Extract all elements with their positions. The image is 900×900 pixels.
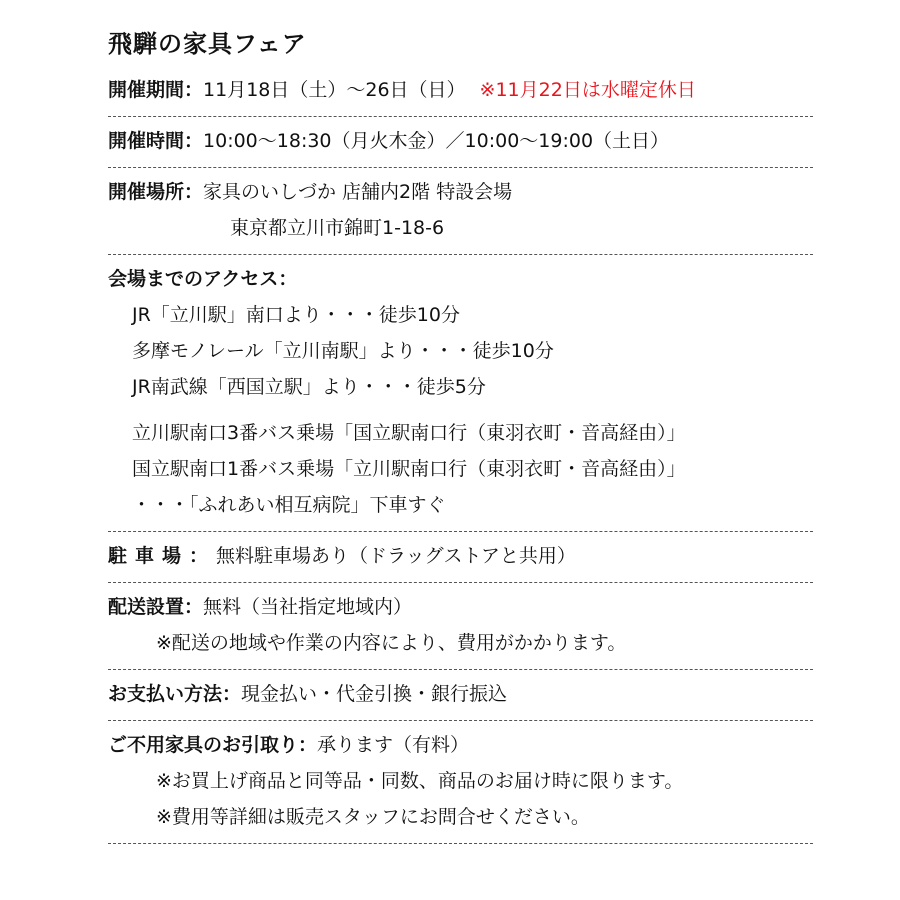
section-parking	[108, 532, 813, 583]
section-access	[108, 255, 813, 532]
pickup-label: ご不用家具のお引取り：	[108, 734, 318, 756]
flyer-document	[108, 22, 813, 844]
period-value: 11月18日（土）～26日（日）	[203, 79, 466, 101]
section-pickup	[108, 721, 813, 844]
section-hours	[108, 117, 813, 168]
section-venue	[108, 168, 813, 255]
delivery-label: 配送設置：	[108, 596, 204, 618]
pickup-note: ※費用等詳細は販売スタッフにお問合せください。	[156, 806, 590, 828]
venue-label: 開催場所：	[108, 181, 204, 203]
access-label: 会場までのアクセス：	[108, 268, 298, 290]
hours-label: 開催時間：	[108, 130, 204, 152]
venue-name: 家具のいしづか 店舗内2階 特設会場	[203, 181, 513, 203]
parking-label: 駐車場：	[108, 545, 217, 567]
payment-label: お支払い方法：	[108, 683, 242, 705]
section-period	[108, 66, 813, 117]
access-bus-item: ・・・「ふれあい相互病院」下車すぐ	[132, 494, 446, 516]
access-bus-item: 国立駅南口1番バス乗場「立川駅南口行（東羽衣町・音高経由）」	[132, 458, 686, 480]
pickup-note: ※お買上げ商品と同等品・同数、商品のお届け時に限ります。	[156, 770, 684, 792]
access-bus-item: 立川駅南口3番バス乗場「国立駅南口行（東羽衣町・音高経由）」	[132, 422, 686, 444]
access-train-item: JR南武線「西国立駅」より・・・徒歩5分	[132, 376, 486, 398]
pickup-value: 承ります（有料）	[317, 734, 470, 756]
section-payment	[108, 670, 813, 721]
parking-value: 無料駐車場あり（ドラッグストアと共用）	[216, 545, 576, 567]
payment-value: 現金払い・代金引換・銀行振込	[241, 683, 508, 705]
venue-address: 東京都立川市錦町1-18-6	[230, 217, 445, 239]
page-title: 飛騨の家具フェア	[108, 30, 307, 58]
section-delivery	[108, 583, 813, 670]
holiday-note: ※11月22日は水曜定休日	[479, 79, 696, 101]
delivery-value: 無料（当社指定地域内）	[203, 596, 413, 618]
delivery-note: ※配送の地域や作業の内容により、費用がかかります。	[156, 632, 627, 654]
hours-value: 10:00～18:30（月火木金）／10:00～19:00（土日）	[203, 130, 670, 152]
period-label: 開催期間：	[108, 79, 204, 101]
access-train-item: 多摩モノレール「立川南駅」より・・・徒歩10分	[132, 340, 554, 362]
access-train-item: JR「立川駅」南口より・・・徒歩10分	[132, 304, 460, 326]
